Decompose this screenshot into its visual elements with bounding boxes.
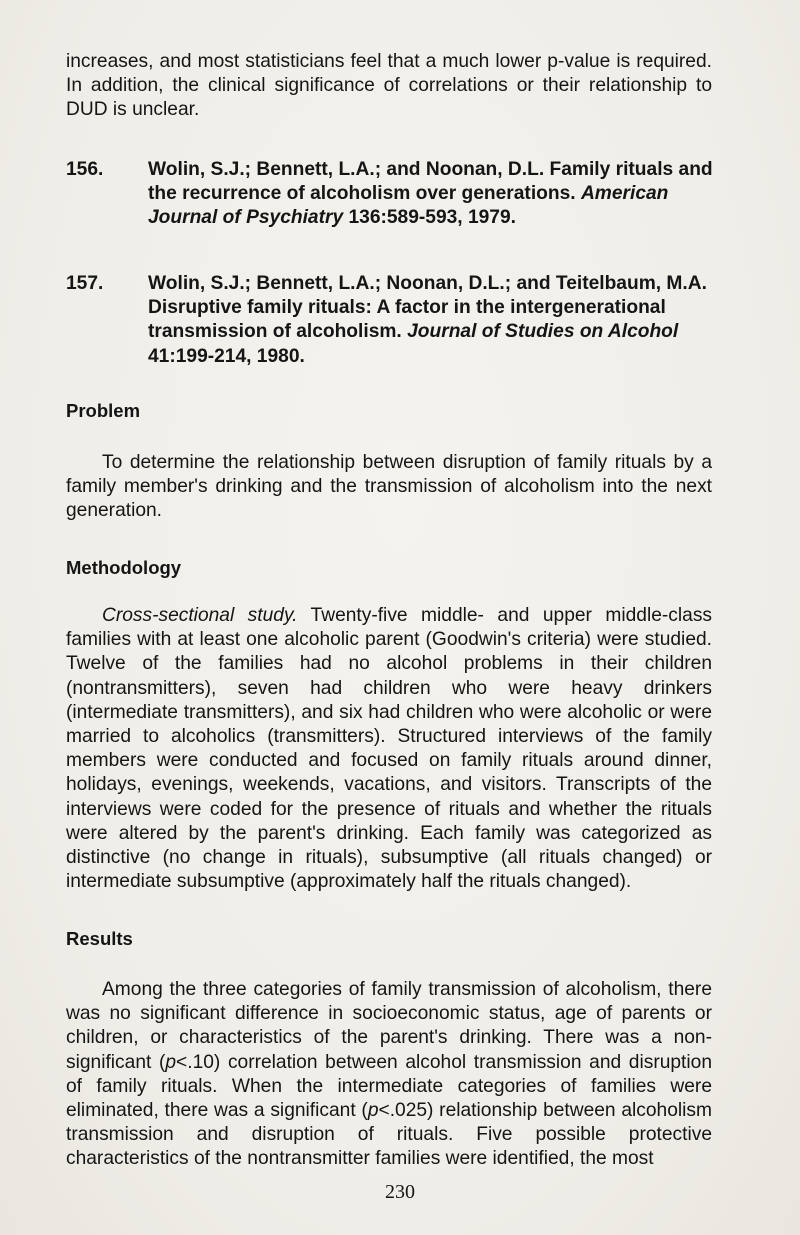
reference-citation: 41:199-214, 1980. bbox=[148, 345, 305, 367]
problem-paragraph: To determine the relationship between disruption of family rituals by a family member's drinking and the transmission of alcoholism into the next generation. bbox=[66, 452, 712, 522]
reference-number: 156. bbox=[66, 159, 104, 180]
reference-authors-title: Wolin, S.J.; Bennett, L.A.; Noonan, D.L.; and Teitelbaum, M.A. Disruptive family rituals: A factor in the intergenerational transmission of alcoholism. bbox=[148, 273, 707, 343]
results-text-1: Among the three categories of family transmission of alcoholism, there was no significant difference in socioeconomic status, age of parents or children, or characteristics of the parent's drinking. There was a non-significant ( bbox=[66, 979, 712, 1073]
methodology-heading: Methodology bbox=[66, 557, 182, 578]
reference-number: 157. bbox=[66, 273, 104, 294]
reference-citation: 136:589-593, 1979. bbox=[348, 207, 516, 229]
methodology-lead: Cross-sectional study. bbox=[102, 605, 298, 626]
p-value-symbol: p bbox=[165, 1051, 177, 1073]
reference-journal: American Journal of Psychiatry bbox=[148, 183, 669, 229]
problem-heading: Problem bbox=[66, 400, 141, 421]
results-paragraph bbox=[66, 978, 712, 1172]
results-text-2: <.10) correlation between alcohol transmission and disruption of family rituals. When the intermediate categories of families were eliminated, there was a significant ( bbox=[66, 1051, 712, 1122]
methodology-text: Twenty-five middle- and upper middle-class families with at least one alcoholic parent (Goodwin's criteria) were studied. Twelve of the families had no alcohol problems in their children (nontransmitters), seven had children who were heavy drinkers (intermediate transmitters), and six had children who were alcoholic or were married to alcoholics (transmitters). Structured interviews of the family members were conducted and focused on family rituals around dinner, holidays, evenings, weekends, vacations, and visitors. Transcripts of the interviews were coded for the presence of rituals and whether the rituals were altered by the parent's drinking. Each family was categorized as distinctive (no change in rituals), subsumptive (all rituals changed) or intermediate subsumptive (approximately half the rituals changed). bbox=[66, 605, 713, 893]
results-text-3: <.025) relationship between alcoholism transmission and disruption of rituals. Five possible protective characteristics of the nontransmitter families were identified, the most bbox=[66, 1100, 713, 1170]
results-heading: Results bbox=[66, 928, 133, 949]
reference-journal: Journal of Studies on Alcohol bbox=[407, 321, 679, 343]
reference-156 bbox=[66, 158, 716, 231]
p-value-symbol: p bbox=[367, 1100, 379, 1122]
reference-authors-title: Wolin, S.J.; Bennett, L.A.; and Noonan, D.L. Family rituals and the recurrence of alcoholism over generations. bbox=[148, 159, 713, 205]
page-number: 230 bbox=[385, 1181, 415, 1203]
reference-157 bbox=[66, 272, 716, 369]
continuation-paragraph: increases, and most statisticians feel that a much lower p-value is required. In addition, the clinical significance of correlations or their relationship to DUD is unclear. bbox=[66, 51, 712, 121]
methodology-paragraph bbox=[66, 604, 712, 894]
